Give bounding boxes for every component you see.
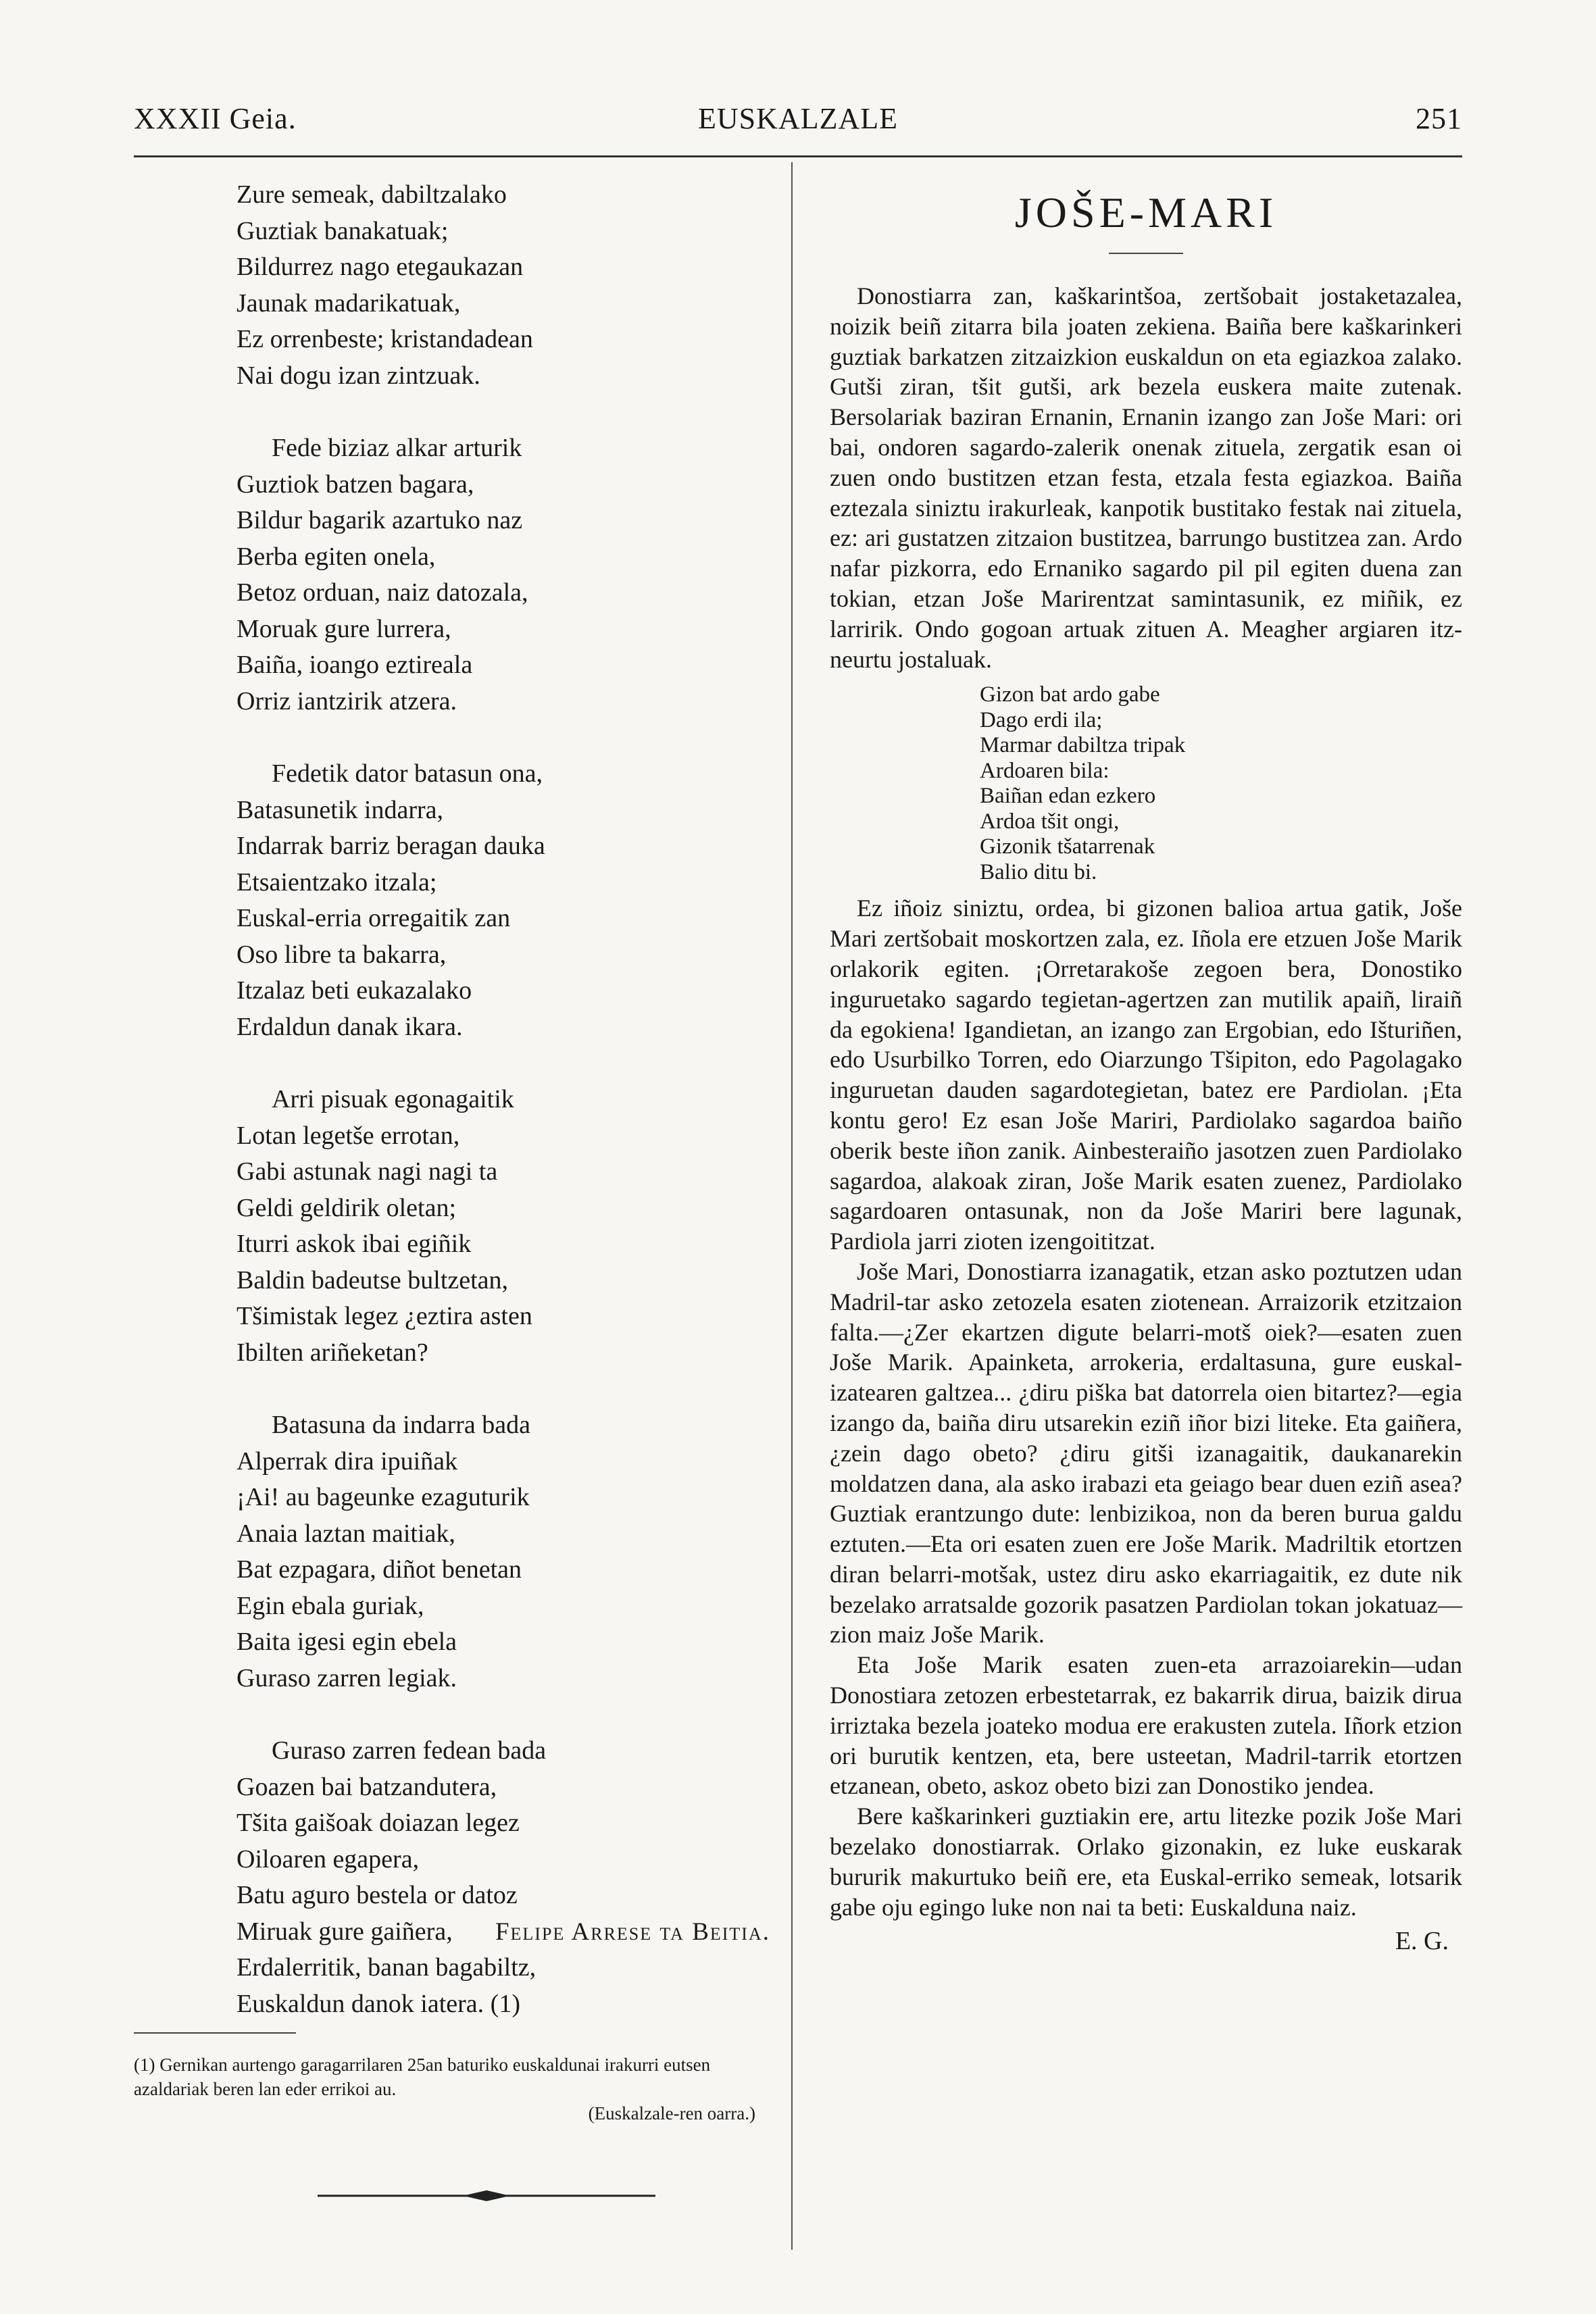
poem-signature: Felipe Arrese ta Beitia. [495,1918,770,1946]
article-author: E. G. [1395,1927,1449,1956]
poem-line: Bildurrez nago etegaukazan [236,253,524,281]
poem-line: Alperrak dira ipuiñak [236,1447,458,1476]
inner-poem-line: Balio ditu bi. [980,859,1097,884]
article-paragraph-4: Eta Jošе Marik esaten zuen-eta arrazoiarekin—udan Donostiara zetozen erbestetarrak, ez bakarrik dirua, baizik dirua irriztaka bezela joateko modua ere erakusten zutela. Iñork etzion ori burutik kentzen, eta, bere usteetan, Madril-tarrik etortzen etzanean, obeto, askoz obeto bizi zan Donostiko jendea. [830,1651,1462,1800]
poem-line: Lotan legetše errotan, [236,1121,460,1150]
inner-poem-line: Ardoaren bila: [980,758,1109,783]
poem-line: Oso libre ta bakarra, [236,940,447,969]
article-paragraph-3: Jošе Mari, Donostiarra izanagatik, etzan asko poztutzen udan Madril-tar asko zetozela esaten ziotenean. Arraizorik etzitzaion falta.—¿Zer ekartzen digute belarri-motš oiek?—esaten zuen Jošе Marik. Apainketa, arrokeria, erdaltasuna, gure euskal-izatearen galtzea... ¿diru piška bat datorrela oien bitartez?—egia izango da, baiña diru utsarekin eziñ iñor bizi liteke. Eta gaiñera, ¿zein dago obeto? ¿diru gitši izanagaitik, daukanarekin moldatzen dana, ala asko irabazi eta geiago bear duen eziñ asea? Guztiak erantzungo dute: lenbizikoa, non da beren burua galdu eztuten.—Eta ori esaten zuen ere Jošе Marik. Madriltik etortzen diran belarri-motšak, ustez diru asko ekarriagaitik, ez dute nik bezelako arratsalde gozorik pasatzen Pardiolan tokan jokatuaz—zion maiz Jošе Marik. [830,1257,1462,1649]
poem-line: Nai dogu izan zintzuak. [236,361,480,390]
stanza [236,1082,770,1371]
poem-column [236,177,770,2059]
poem-line: Berba egiten onela, [236,542,436,571]
page-number: 251 [1416,102,1462,135]
footnote-rule [134,2032,296,2034]
poem-line: Orriz iantzirik atzera. [236,686,457,715]
poem-line: Arri pisuak egonagaitik [272,1085,514,1113]
inner-poem [980,682,1462,885]
poem-line: Goazen bai batzandutera, [236,1772,497,1801]
article-paragraph-2: Ez iñoiz siniztu, ordea, bi gizonen balioa artua gatik, Jošе Mari zertšobait moskortzen zala, ez. Iñola ere etzuen Jošе Marik orlakorik egiten. ¡Orretarakoše zegoen bera, Donostiko inguruetako sagardo tegietan-agertzen zan mutilik apaiñ, liraiñ da egokiena! Igandietan, an izango zan Ergobian, edo Išturiñen, edo Usurbilko Torren, edo Oiarzungo Tšipiton, edo Pagolagako inguruetan dauden sagardotegietan, batez ere Pardiolan. ¡Eta kontu gero! Ez esan Jošе Mariri, Pardiolako sagardoa baiño oberik beste iñon zanik. Ainbesteraiño jasotzen zuen Pardiolako sagardoa, alakoak ziran, Jošе Marik esaten zuenez, Pardiolako sagardoaren ontasunak, non da Jošе Mariri bere lagunak, Pardiola jarri zioten izengoititzat. [830,895,1462,1255]
poem-line: Guztiak banakatuak; [236,216,449,245]
inner-poem-line: Ardoa tšit ongi, [980,809,1120,834]
poem-line: Iturri askok ibai egiñik [236,1230,472,1258]
stanza [236,756,770,1045]
poem-line: Jaunak madarikatuak, [236,288,461,318]
poem-line: Indarrak barriz beragan dauka [236,832,545,860]
poem-line: Zure semeak, dabiltzalako [236,180,507,209]
stanza [236,177,770,394]
footnote [134,2053,782,2126]
poem-line: Bildur bagarik azartuko naz [236,506,523,534]
article-column [830,188,1462,1956]
stanza [236,1733,770,2022]
poem-line: ¡Ai! au bageunke ezaguturik [236,1483,530,1511]
inner-poem-line: Gizon bat ardo gabe [980,682,1160,707]
page-header [134,101,1462,149]
article-paragraph-5: Bere kaškarinkeri guztiakin ere, artu litezke pozik Jošе Mari bezelako donostiarrak. Orlako gizonakin, ez luke euskarak bururik makurtuko beiñ ere, eta Euskal-erriko semeak, lotsarik gabe oju egingo luke non nai ta beti: Euskalduna naiz. [830,1803,1462,1921]
inner-poem-line: Marmar dabiltza tripak [980,733,1186,758]
poem-line: Guraso zarren fedean bada [272,1736,547,1765]
stanza [236,430,770,720]
poem-line: Euskal-erria orregaitik zan [236,904,511,932]
poem-line: Batu aguro bestela or datoz [236,1881,518,1909]
footnote-text: (1) Gernikan aurtengo garagarrilaren 25an baturiko euskaldunai irakurri eutsen azaldariak beren lan eder errikoi au. [134,2055,711,2099]
title-rule [1109,253,1183,254]
footnote-note: (Euskalzale-ren oarra.) [588,2103,755,2123]
poem-line: Miruak gure gaiñera, [236,1917,453,1946]
poem-line: Oiloaren egapera, [236,1844,420,1873]
poem-line: Ez orrenbeste; kristandadean [236,325,533,353]
poem-line: Tšimistak legez ¿eztira asten [236,1302,532,1330]
poem-line: Guztiok batzen bagara, [236,470,474,499]
poem-line: Tšita gaišoak doiazan legez [236,1809,520,1837]
poem-line: Erdaldun danak ikara. [236,1012,463,1041]
poem-line: Fede biziaz alkar arturik [272,434,522,462]
article-paragraph-1: Donostiarra zan, kaškarintšoa, zertšobait jostaketazalea, noizik beiñ zitarra bila joaten zekiena. Baiña bere kaškarinkeri guztiak barkatzen zitzaizkion euskaldun on eta egiazkoa zalako. Gutši ziran, tšit gutši, ark bezela euskera maite zutenak. Bersolariak baziran Ernanin, Ernanin izango zan Jošе Mari: ori bai, ondoren sagardo-zalerik onenak zituela, zergatik esan oi zuen ondo bustitzen etzan festa, etzala festa egiazkoa. Baiña eztezala siniztu irakurleak, kanpotik bustitako festak nai zituela, ez: ari gustatzen zitzaion bustitzea, barrungo bustitzea zan. Ardo nafar pizkorra, edo Ernaniko sagardo pil pil egiten duena zan tokian, etzan Jošе Marirentzat samintasunik, ez miñik, ez larririk. Ondo gogoan artuak zituen A. Meagher argiaren itz-neurtu jostaluak. [830,282,1462,673]
column-divider [791,162,793,2250]
inner-poem-line: Dago erdi ila; [980,707,1103,732]
poem-line: Batasuna da indarra bada [272,1411,530,1439]
poem-line: Baldin badeutse bultzetan, [236,1265,509,1294]
poem-line: Fedetik dator batasun ona, [272,759,543,788]
poem-line: Betoz orduan, naiz datozala, [236,578,528,607]
poem-line: Guraso zarren legiak. [236,1663,457,1692]
poem-line: Baiña, ioango eztireala [236,651,473,679]
poem-line: Moruak gure lurrera, [236,614,451,643]
poem-line: Batasunetik indarra, [236,795,444,824]
end-ornament [318,2189,655,2203]
inner-poem-line: Baiñan edan ezkero [980,784,1156,809]
poem-line: Erdalerritik, banan bagabiltz, [236,1953,537,1982]
poem-line: Baita igesi egin ebela [236,1628,457,1656]
poem-line: Itzalaz beti eukazalako [236,976,472,1005]
article-title: JOŠE-MARI [1014,188,1278,236]
stanza [236,1407,770,1696]
poem-line: Egin ebala guriak, [236,1591,424,1620]
poem-line: Bat ezpagara, diñot benetan [236,1555,522,1584]
journal-title: EUSKALZALE [698,102,898,135]
issue-number: XXXII Geia. [134,102,297,135]
poem-line: Euskaldun danok iatera. (1) [236,1989,520,2018]
inner-poem-line: Gizonik tšatarrenak [980,834,1155,859]
poem-line: Gabi astunak nagi nagi ta [236,1157,498,1186]
poem-line: Ibilten ariñeketan? [236,1338,428,1367]
poem-line: Geldi geldirik oletan; [236,1193,457,1222]
header-rule [134,155,1462,157]
poem-line: Anaia laztan maitiak, [236,1519,455,1548]
poem-line: Etsaientzako itzala; [236,867,437,897]
